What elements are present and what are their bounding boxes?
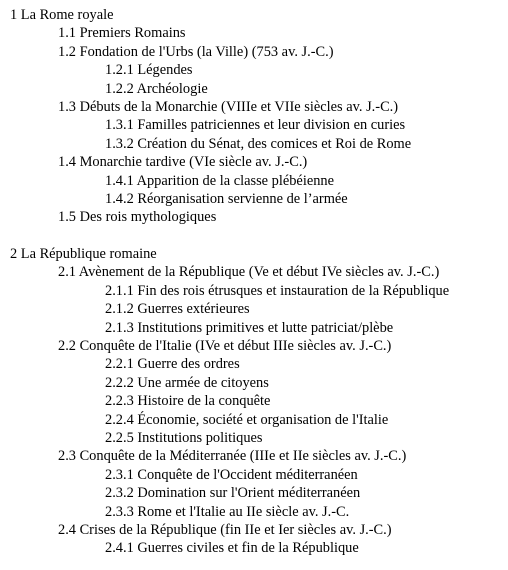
toc-section-2-4: 2.4 Crises de la République (fin IIe et Ier siècles av. J.-C.) <box>58 521 392 538</box>
toc-section-2-2: 2.2 Conquête de l'Italie (IVe et début IIIe siècles av. J.-C.) <box>58 338 392 355</box>
toc-section-2: 2 La République romaine <box>10 246 157 263</box>
toc-section-2-1-3: 2.1.3 Institutions primitives et lutte patriciat/plèbe <box>105 319 394 336</box>
table-of-contents <box>0 6 508 558</box>
toc-section-2-1-2: 2.1.2 Guerres extérieures <box>105 301 250 318</box>
toc-section-2-1: 2.1 Avènement de la République (Ve et début IVe siècles av. J.-C.) <box>58 264 440 281</box>
toc-section-1-2-2: 1.2.2 Archéologie <box>105 80 208 97</box>
toc-section-1-3: 1.3 Débuts de la Monarchie (VIIIe et VIIe siècles av. J.-C.) <box>58 98 399 115</box>
toc-section-1-4-1: 1.4.1 Apparition de la classe plébéienne <box>105 172 334 189</box>
toc-section-2-1-1: 2.1.1 Fin des rois étrusques et instauration de la République <box>105 282 450 299</box>
toc-section-2-2-1: 2.2.1 Guerre des ordres <box>105 356 240 373</box>
section-gap <box>0 227 508 245</box>
toc-section-2-3-3: 2.3.3 Rome et l'Italie au IIe siècle av. J.-C. <box>105 503 350 520</box>
toc-section-1-2-1: 1.2.1 Légendes <box>105 62 193 79</box>
toc-section-1: 1 La Rome royale <box>10 7 114 23</box>
toc-section-1-5: 1.5 Des rois mythologiques <box>58 209 217 226</box>
toc-section-1-4-2: 1.4.2 Réorganisation servienne de l’armée <box>105 190 348 207</box>
toc-section-1-3-2: 1.3.2 Création du Sénat, des comices et Roi de Rome <box>105 135 412 152</box>
toc-section-1-3-1: 1.3.1 Familles patriciennes et leur division en curies <box>105 117 406 134</box>
toc-section-2-2-3: 2.2.3 Histoire de la conquête <box>105 393 271 410</box>
toc-section-2-2-5: 2.2.5 Institutions politiques <box>105 429 263 446</box>
toc-section-2-3-1: 2.3.1 Conquête de l'Occident méditerranéen <box>105 466 358 483</box>
toc-section-2-4-1: 2.4.1 Guerres civiles et fin de la République <box>105 540 359 557</box>
toc-section-1-1: 1.1 Premiers Romains <box>58 25 186 42</box>
toc-section-2-2-2: 2.2.2 Une armée de citoyens <box>105 374 269 391</box>
toc-section-1-2: 1.2 Fondation de l'Urbs (la Ville) (753 av. J.-C.) <box>58 43 334 60</box>
toc-section-2-3: 2.3 Conquête de la Méditerranée (IIIe et IIe siècles av. J.-C.) <box>58 448 407 465</box>
toc-section-1-4: 1.4 Monarchie tardive (VIe siècle av. J.-C.) <box>58 154 308 171</box>
toc-section-2-2-4: 2.2.4 Économie, société et organisation de l'Italie <box>105 411 389 428</box>
toc-section-2-3-2: 2.3.2 Domination sur l'Orient méditerranéen <box>105 485 361 502</box>
